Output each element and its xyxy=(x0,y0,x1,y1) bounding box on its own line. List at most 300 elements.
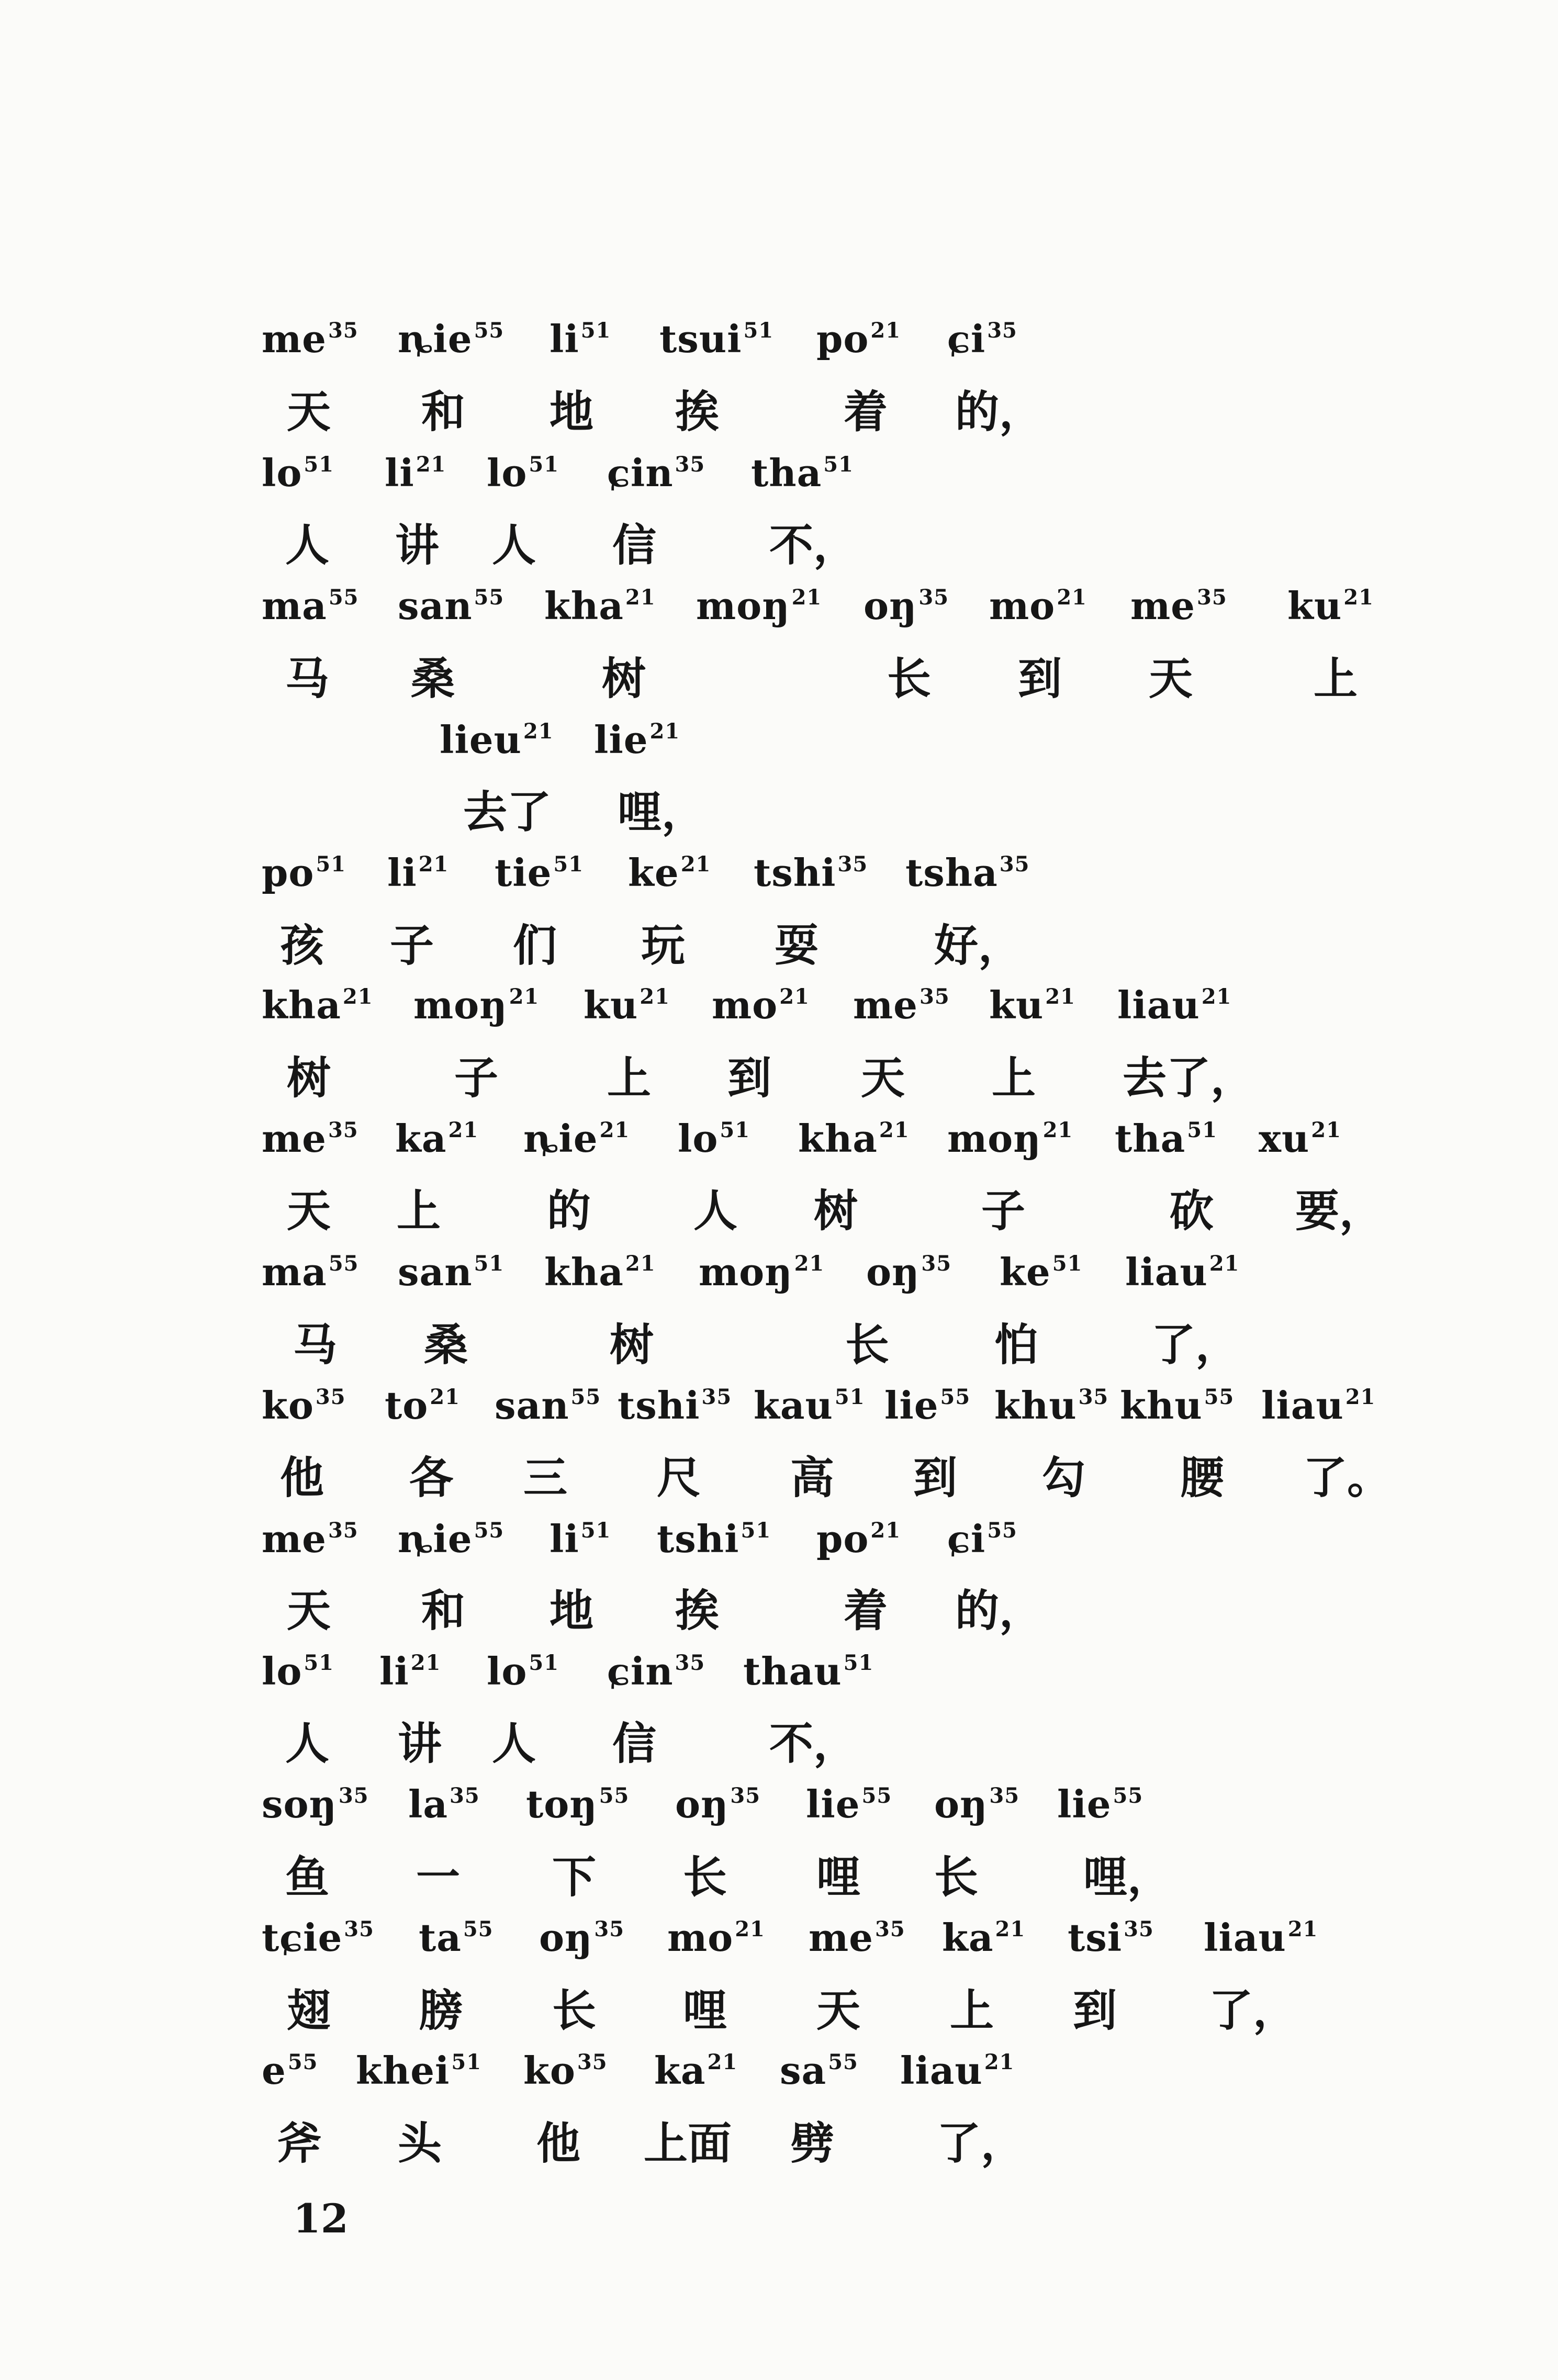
hanzi-gloss: 子 xyxy=(981,1185,1026,1237)
syllable-text: lie xyxy=(884,1383,939,1428)
romanized-syllable xyxy=(262,1915,374,1960)
hanzi-gloss: 人 xyxy=(492,1717,536,1769)
tone-number: 35 xyxy=(675,1651,705,1675)
hanzi-gloss: 天 xyxy=(287,1585,331,1636)
hanzi-gloss: 了， xyxy=(937,2117,1025,2169)
tone-number: 21 xyxy=(509,984,540,1009)
syllable-text: li xyxy=(379,1649,409,1693)
syllable-text: ȵie xyxy=(523,1116,598,1161)
hanzi-gloss: 树 xyxy=(610,1319,654,1371)
romanized-syllable xyxy=(989,583,1087,628)
syllable-text: liau xyxy=(1261,1383,1344,1428)
romanized-syllable xyxy=(743,1649,874,1693)
hanzi-gloss: 好， xyxy=(934,919,1023,971)
hanzi-gloss: 到 xyxy=(1073,1984,1117,2036)
romanized-syllable xyxy=(947,317,1017,361)
syllable-text: liau xyxy=(900,2048,983,2093)
syllable-text: tsui xyxy=(659,317,742,361)
romanized-syllable xyxy=(495,1383,601,1428)
syllable-text: me xyxy=(262,317,327,361)
syllable-text: li xyxy=(387,850,417,895)
hanzi-gloss: 了， xyxy=(1209,1984,1297,2036)
romanized-syllable xyxy=(487,1649,559,1693)
tone-number: 35 xyxy=(1124,1917,1154,1941)
romanized-syllable xyxy=(900,2048,1015,2093)
romanized-syllable xyxy=(657,1517,771,1561)
tone-number: 55 xyxy=(1113,1783,1144,1808)
romanized-syllable xyxy=(262,1649,334,1693)
romanized-syllable xyxy=(262,451,334,495)
hanzi-gloss: 着 xyxy=(844,386,888,437)
romanized-syllable xyxy=(754,850,868,895)
tone-number: 35 xyxy=(328,1518,358,1543)
hanzi-gloss: 膀 xyxy=(419,1984,463,2036)
romanized-syllable xyxy=(699,1250,825,1294)
tone-number: 21 xyxy=(870,1518,901,1543)
hanzi-gloss: 天 xyxy=(861,1052,905,1104)
hanzi-gloss: 鱼 xyxy=(285,1851,330,1903)
tone-number: 35 xyxy=(999,852,1030,877)
romanized-syllable xyxy=(816,1517,901,1561)
hanzi-gloss: 上 xyxy=(1314,653,1358,704)
hanzi-gloss: 的， xyxy=(955,386,1044,437)
syllable-text: thau xyxy=(743,1649,842,1693)
hanzi-gloss: 下 xyxy=(552,1851,597,1903)
syllable-text: mo xyxy=(989,583,1056,628)
hanzi-gloss: 上面 xyxy=(644,2117,732,2169)
hanzi-gloss: 桑 xyxy=(411,653,455,704)
tone-number: 21 xyxy=(779,984,810,1009)
tone-number: 21 xyxy=(1311,1118,1341,1142)
tone-number: 21 xyxy=(1057,585,1087,610)
tone-number: 21 xyxy=(342,984,373,1009)
syllable-text: ma xyxy=(262,583,327,628)
romanized-syllable xyxy=(584,983,670,1027)
romanized-syllable xyxy=(262,850,346,895)
tone-number: 35 xyxy=(875,1917,905,1941)
tone-number: 51 xyxy=(451,2050,482,2074)
syllable-text: oŋ xyxy=(934,1782,988,1826)
syllable-text: moŋ xyxy=(947,1116,1041,1161)
tone-number: 55 xyxy=(987,1518,1017,1543)
tone-number: 51 xyxy=(823,452,854,477)
romanized-syllable xyxy=(495,850,584,895)
syllable-text: tshi xyxy=(618,1383,700,1428)
syllable-text: tha xyxy=(1115,1116,1186,1161)
romanized-syllable xyxy=(387,850,449,895)
syllable-text: ko xyxy=(523,2048,576,2093)
tone-number: 35 xyxy=(315,1385,346,1409)
syllable-text: san xyxy=(398,583,473,628)
romanized-syllable xyxy=(419,1915,494,1960)
syllable-text: liau xyxy=(1204,1915,1286,1960)
syllable-text: lie xyxy=(594,717,648,762)
syllable-text: tɕie xyxy=(262,1915,343,1960)
romanized-syllable xyxy=(607,451,705,495)
tone-number: 21 xyxy=(1345,1385,1376,1409)
tone-number: 35 xyxy=(920,984,950,1009)
tone-number: 51 xyxy=(316,852,346,877)
hanzi-gloss: 了。 xyxy=(1303,1452,1392,1503)
tone-number: 21 xyxy=(984,2050,1015,2074)
hanzi-gloss: 和 xyxy=(421,1585,466,1636)
syllable-text: e xyxy=(262,2048,286,2093)
romanized-syllable xyxy=(905,850,1030,895)
tone-number: 35 xyxy=(730,1783,761,1808)
syllable-text: kha xyxy=(544,583,624,628)
romanized-syllable xyxy=(594,717,680,762)
hanzi-gloss: 树 xyxy=(287,1052,331,1104)
syllable-text: tha xyxy=(751,451,822,495)
hanzi-gloss: 天 xyxy=(816,1984,861,2036)
tone-number: 51 xyxy=(553,852,584,877)
tone-number: 21 xyxy=(448,1118,479,1142)
syllable-text: ke xyxy=(628,850,679,895)
tone-number: 21 xyxy=(416,452,446,477)
hanzi-gloss: 树 xyxy=(814,1185,858,1237)
tone-number: 21 xyxy=(1287,1917,1318,1941)
tone-number: 51 xyxy=(834,1385,865,1409)
romanized-syllable xyxy=(1287,583,1374,628)
hanzi-gloss: 天 xyxy=(287,386,331,437)
tone-number: 51 xyxy=(720,1118,750,1142)
syllable-text: li xyxy=(550,1517,579,1561)
hanzi-gloss: 的 xyxy=(547,1185,591,1237)
hanzi-gloss: 去了 xyxy=(463,786,552,838)
hanzi-gloss: 上 xyxy=(950,1984,994,2036)
tone-number: 55 xyxy=(1204,1385,1235,1409)
syllable-text: moŋ xyxy=(699,1250,793,1294)
hanzi-line xyxy=(0,2117,1558,2258)
syllable-text: ka xyxy=(942,1915,994,1960)
hanzi-gloss: 上 xyxy=(607,1052,652,1104)
tone-number: 51 xyxy=(580,318,611,343)
tone-number: 55 xyxy=(328,585,359,610)
hanzi-gloss: 上 xyxy=(992,1052,1036,1104)
tone-number: 55 xyxy=(474,585,505,610)
syllable-text: khu xyxy=(994,1383,1077,1428)
tone-number: 21 xyxy=(791,585,822,610)
romanized-syllable xyxy=(1117,983,1232,1027)
tone-number: 35 xyxy=(338,1783,369,1808)
tone-number: 21 xyxy=(1043,1118,1073,1142)
syllable-text: mo xyxy=(667,1915,734,1960)
hanzi-gloss: 一 xyxy=(416,1851,461,1903)
hanzi-gloss: 着 xyxy=(844,1585,888,1636)
hanzi-gloss: 砍 xyxy=(1170,1185,1214,1237)
hanzi-gloss: 劈 xyxy=(790,2117,835,2169)
romanized-syllable xyxy=(816,317,901,361)
syllable-text: kha xyxy=(544,1250,624,1294)
romanized-syllable xyxy=(942,1915,1026,1960)
romanized-syllable xyxy=(385,451,446,495)
syllable-text: tsi xyxy=(1068,1915,1123,1960)
romanized-syllable xyxy=(440,717,554,762)
romanized-syllable xyxy=(884,1383,971,1428)
tone-number: 21 xyxy=(995,1917,1026,1941)
romanized-syllable xyxy=(780,2048,858,2093)
romanized-syllable xyxy=(413,983,540,1027)
hanzi-gloss: 人 xyxy=(693,1185,738,1237)
romanized-syllable xyxy=(659,317,774,361)
romanized-syllable xyxy=(550,317,611,361)
syllable-text: ku xyxy=(989,983,1044,1027)
syllable-text: li xyxy=(550,317,579,361)
hanzi-gloss: 长 xyxy=(552,1984,597,2036)
tone-number: 21 xyxy=(418,852,449,877)
romanized-syllable xyxy=(1261,1383,1376,1428)
hanzi-gloss: 地 xyxy=(550,386,594,437)
hanzi-gloss: 哩， xyxy=(1083,1851,1172,1903)
hanzi-gloss: 三 xyxy=(523,1452,568,1503)
tone-number: 51 xyxy=(741,1518,771,1543)
syllable-text: ɕin xyxy=(607,451,674,495)
tone-number: 55 xyxy=(828,2050,858,2074)
tone-number: 21 xyxy=(794,1251,825,1276)
syllable-text: lo xyxy=(678,1116,719,1161)
romanized-syllable xyxy=(1204,1915,1318,1960)
syllable-text: ke xyxy=(1000,1250,1051,1294)
syllable-text: oŋ xyxy=(864,583,917,628)
tone-number: 21 xyxy=(640,984,670,1009)
romanized-syllable xyxy=(1259,1116,1341,1161)
syllable-text: sa xyxy=(780,2048,827,2093)
romanized-syllable xyxy=(523,2048,608,2093)
syllable-text: tie xyxy=(495,850,552,895)
syllable-text: ka xyxy=(654,2048,706,2093)
hanzi-gloss: 信 xyxy=(612,1717,657,1769)
hanzi-gloss: 不， xyxy=(769,519,858,571)
hanzi-gloss: 他 xyxy=(536,2117,581,2169)
romanized-syllable xyxy=(1068,1915,1154,1960)
tone-number: 55 xyxy=(328,1251,359,1276)
hanzi-gloss: 信 xyxy=(612,519,657,571)
romanized-syllable xyxy=(654,2048,738,2093)
tone-number: 21 xyxy=(1209,1251,1240,1276)
tone-number: 21 xyxy=(735,1917,765,1941)
syllable-text: kha xyxy=(798,1116,878,1161)
romanized-syllable xyxy=(262,2048,318,2093)
tone-number: 21 xyxy=(430,1385,460,1409)
romanized-syllable xyxy=(487,451,559,495)
syllable-text: oŋ xyxy=(675,1782,729,1826)
hanzi-gloss: 人 xyxy=(285,1717,330,1769)
tone-number: 35 xyxy=(987,318,1017,343)
syllable-text: liau xyxy=(1125,1250,1208,1294)
hanzi-gloss: 高 xyxy=(790,1452,835,1503)
hanzi-gloss: 怕 xyxy=(994,1319,1039,1371)
syllable-text: lie xyxy=(1057,1782,1112,1826)
romanized-syllable xyxy=(379,1649,441,1693)
romanized-syllable xyxy=(1120,1383,1235,1428)
tone-number: 55 xyxy=(474,1518,505,1543)
syllable-text: me xyxy=(809,1915,873,1960)
romanized-syllable xyxy=(853,983,950,1027)
syllable-text: ta xyxy=(419,1915,462,1960)
romanized-syllable xyxy=(398,317,505,361)
hanzi-gloss: 腰 xyxy=(1180,1452,1225,1503)
romanized-syllable xyxy=(947,1116,1073,1161)
tone-number: 21 xyxy=(523,719,554,744)
romanized-syllable xyxy=(1057,1782,1144,1826)
syllable-text: me xyxy=(262,1116,327,1161)
syllable-text: to xyxy=(385,1383,429,1428)
hanzi-gloss: 玩 xyxy=(641,919,686,971)
romanized-syllable xyxy=(1125,1250,1240,1294)
tone-number: 21 xyxy=(879,1118,910,1142)
tone-number: 21 xyxy=(599,1118,630,1142)
tone-number: 35 xyxy=(577,2050,608,2074)
hanzi-gloss: 他 xyxy=(280,1452,324,1503)
romanized-syllable xyxy=(539,1915,625,1960)
hanzi-gloss: 翅 xyxy=(287,1984,331,2036)
hanzi-gloss: 子 xyxy=(390,919,434,971)
syllable-text: po xyxy=(262,850,315,895)
romanized-syllable xyxy=(544,1250,656,1294)
syllable-text: ku xyxy=(1287,583,1342,628)
syllable-text: moŋ xyxy=(696,583,790,628)
hanzi-gloss: 了， xyxy=(1151,1319,1240,1371)
tone-number: 51 xyxy=(843,1651,874,1675)
syllable-text: lo xyxy=(487,1649,528,1693)
hanzi-gloss: 长 xyxy=(934,1851,979,1903)
romanized-syllable xyxy=(398,1517,505,1561)
syllable-text: toŋ xyxy=(526,1782,598,1826)
tone-number: 21 xyxy=(680,852,711,877)
romanized-syllable xyxy=(607,1649,705,1693)
tone-number: 21 xyxy=(870,318,901,343)
tone-number: 35 xyxy=(328,1118,358,1142)
hanzi-gloss: 哩 xyxy=(816,1851,861,1903)
hanzi-gloss: 哩 xyxy=(683,1984,727,2036)
romanized-syllable xyxy=(1115,1116,1217,1161)
syllable-text: lo xyxy=(262,1649,302,1693)
romanized-syllable xyxy=(754,1383,865,1428)
romanized-syllable xyxy=(262,317,358,361)
romanized-syllable xyxy=(618,1383,732,1428)
hanzi-gloss: 长 xyxy=(845,1319,890,1371)
hanzi-gloss: 挨 xyxy=(675,1585,720,1636)
hanzi-gloss: 子 xyxy=(454,1052,499,1104)
hanzi-gloss: 人 xyxy=(492,519,536,571)
tone-number: 21 xyxy=(707,2050,738,2074)
syllable-text: ku xyxy=(584,983,638,1027)
syllable-text: san xyxy=(398,1250,473,1294)
hanzi-gloss: 挨 xyxy=(675,386,720,437)
tone-number: 35 xyxy=(344,1917,374,1941)
syllable-text: tshi xyxy=(657,1517,739,1561)
tone-number: 35 xyxy=(594,1917,625,1941)
romanized-syllable xyxy=(356,2048,482,2093)
syllable-text: san xyxy=(495,1383,569,1428)
syllable-text: li xyxy=(385,451,414,495)
tone-number: 35 xyxy=(1078,1385,1109,1409)
hanzi-gloss: 尺 xyxy=(657,1452,701,1503)
romanized-syllable xyxy=(667,1915,765,1960)
hanzi-gloss: 哩， xyxy=(618,786,706,838)
tone-number: 35 xyxy=(701,1385,732,1409)
romanized-syllable xyxy=(262,1517,358,1561)
hanzi-gloss: 和 xyxy=(421,386,466,437)
romanized-syllable xyxy=(523,1116,630,1161)
tone-number: 21 xyxy=(625,585,656,610)
romanized-syllable xyxy=(866,1250,952,1294)
hanzi-gloss: 马 xyxy=(285,653,330,704)
romanized-syllable xyxy=(262,583,359,628)
hanzi-gloss: 马 xyxy=(293,1319,338,1371)
hanzi-gloss: 各 xyxy=(409,1452,454,1503)
hanzi-gloss: 讲 xyxy=(398,1717,442,1769)
hanzi-gloss: 的， xyxy=(955,1585,1044,1636)
tone-number: 51 xyxy=(304,1651,334,1675)
tone-number: 21 xyxy=(410,1651,441,1675)
romanized-syllable xyxy=(262,1383,346,1428)
syllable-text: ɕi xyxy=(947,317,986,361)
syllable-text: ko xyxy=(262,1383,314,1428)
tone-number: 21 xyxy=(1343,585,1374,610)
hanzi-gloss: 树 xyxy=(602,653,646,704)
hanzi-gloss: 天 xyxy=(1149,653,1193,704)
syllable-text: po xyxy=(816,317,869,361)
hanzi-gloss: 讲 xyxy=(395,519,440,571)
syllable-text: ka xyxy=(395,1116,447,1161)
tone-number: 21 xyxy=(625,1251,656,1276)
romanized-syllable xyxy=(544,583,656,628)
hanzi-gloss: 耍 xyxy=(775,919,819,971)
syllable-text: kha xyxy=(262,983,341,1027)
romanized-syllable xyxy=(751,451,854,495)
tone-number: 51 xyxy=(304,452,334,477)
hanzi-gloss: 到 xyxy=(1018,653,1062,704)
romanized-syllable xyxy=(989,983,1075,1027)
syllable-text: ȵie xyxy=(398,317,473,361)
tone-number: 35 xyxy=(1197,585,1227,610)
syllable-text: xu xyxy=(1259,1116,1310,1161)
romanized-syllable xyxy=(395,1116,479,1161)
syllable-text: tsha xyxy=(905,850,998,895)
tone-number: 51 xyxy=(1052,1251,1083,1276)
syllable-text: la xyxy=(408,1782,449,1826)
tone-number: 35 xyxy=(450,1783,480,1808)
syllable-text: ɕi xyxy=(947,1517,986,1561)
tone-number: 35 xyxy=(918,585,949,610)
romanized-syllable xyxy=(934,1782,1020,1826)
romanized-syllable xyxy=(806,1782,892,1826)
syllable-text: liau xyxy=(1117,983,1200,1027)
hanzi-gloss: 桑 xyxy=(424,1319,468,1371)
syllable-text: khu xyxy=(1120,1383,1203,1428)
syllable-text: oŋ xyxy=(866,1250,920,1294)
syllable-text: ȵie xyxy=(398,1517,473,1561)
hanzi-gloss: 到 xyxy=(727,1052,772,1104)
tone-number: 51 xyxy=(580,1518,611,1543)
syllable-text: lieu xyxy=(440,717,522,762)
syllable-text: tshi xyxy=(754,850,836,895)
syllable-text: lo xyxy=(262,451,302,495)
syllable-text: moŋ xyxy=(413,983,508,1027)
tone-number: 51 xyxy=(1187,1118,1217,1142)
romanized-syllable xyxy=(675,1782,761,1826)
hanzi-gloss: 头 xyxy=(398,2117,442,2169)
romanized-syllable xyxy=(398,1250,505,1294)
hanzi-gloss: 到 xyxy=(913,1452,958,1503)
hanzi-gloss: 天 xyxy=(287,1185,331,1237)
tone-number: 21 xyxy=(649,719,680,744)
tone-number: 55 xyxy=(287,2050,318,2074)
syllable-text: po xyxy=(816,1517,869,1561)
romanized-syllable xyxy=(550,1517,611,1561)
syllable-text: me xyxy=(853,983,918,1027)
